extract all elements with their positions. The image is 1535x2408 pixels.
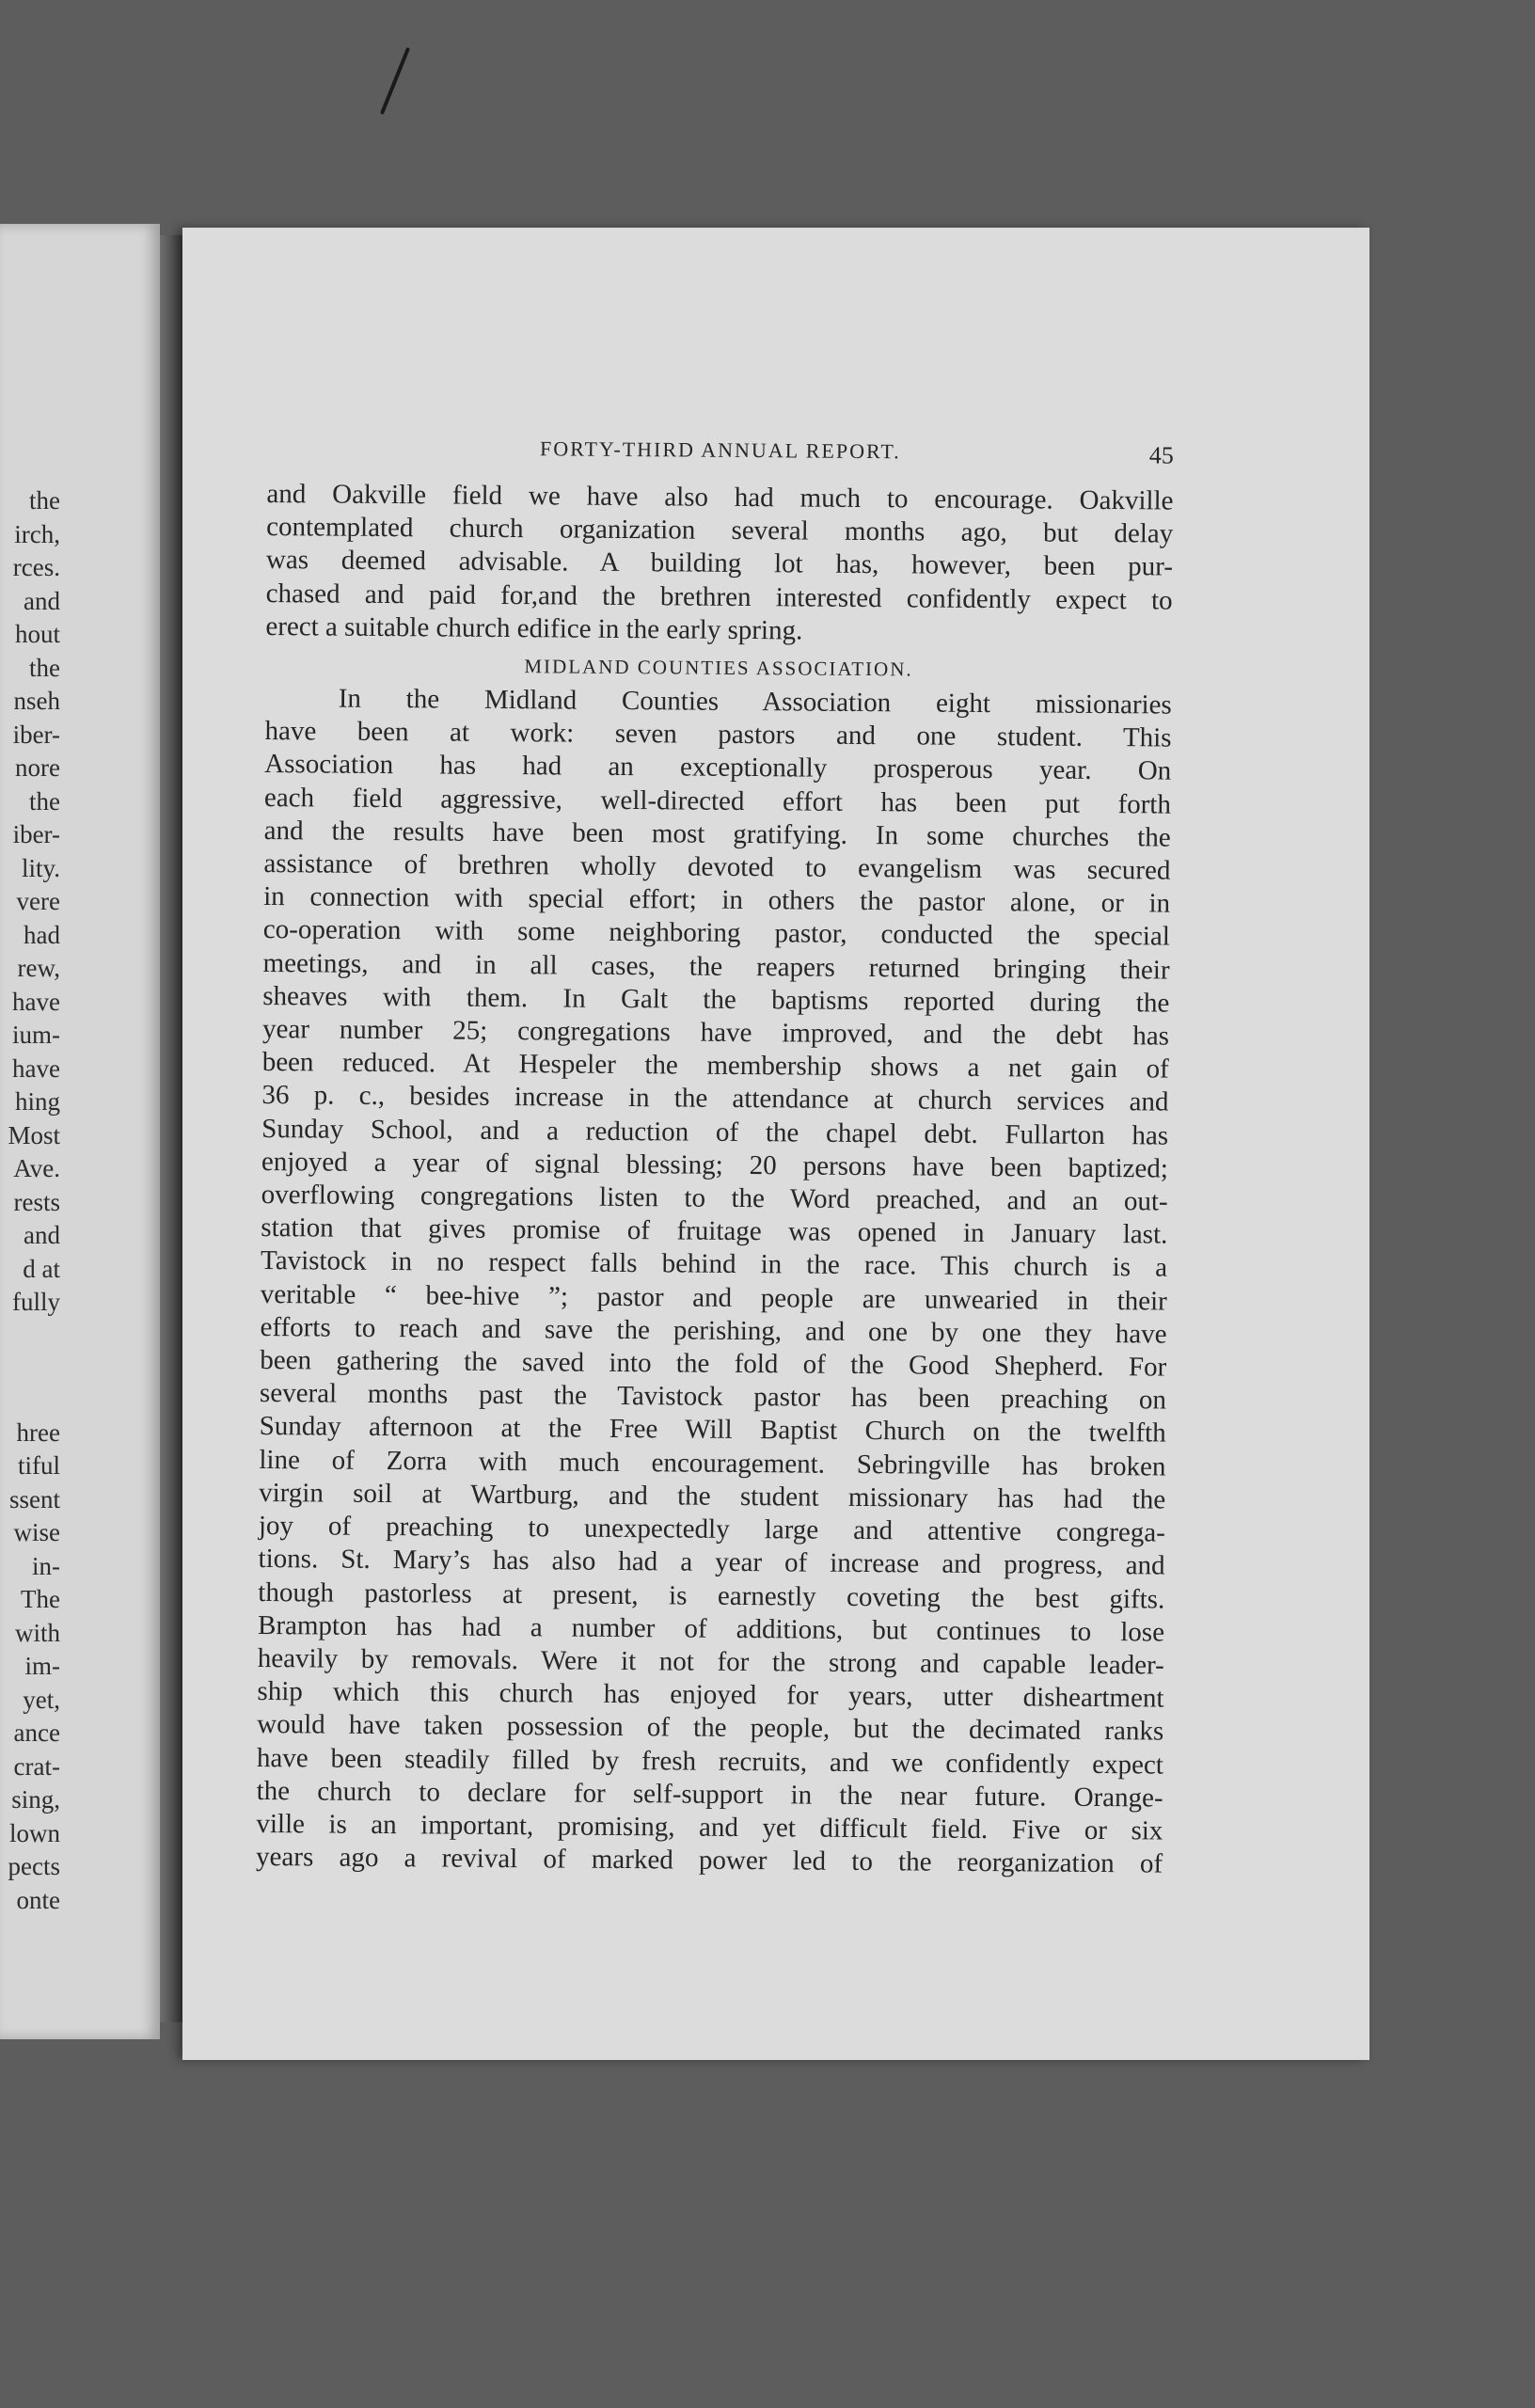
text-line: ville is an important, promising, and yet difficult field. Five or six — [256, 1808, 1163, 1846]
left-fragment: rests — [13, 1187, 60, 1216]
left-fragment: the — [29, 786, 60, 816]
text-line: though pastorless at present, is earnestly coveting the best gifts. — [258, 1576, 1165, 1615]
text-line: In the Midland Counties Association eight missionaries — [338, 683, 1172, 721]
right-page — [182, 228, 1369, 2060]
left-fragment: im- — [24, 1652, 60, 1680]
left-fragment: rces. — [12, 553, 60, 581]
text-line: virgin soil at Wartburg, and the student missionary has had the — [259, 1477, 1166, 1515]
paragraph-oakville — [265, 478, 1173, 651]
running-head — [267, 435, 1174, 485]
text-line: have been steadily filled by fresh recruits, and we confidently expect — [256, 1742, 1164, 1781]
left-fragment: hing — [14, 1087, 60, 1116]
left-fragment: hree — [16, 1418, 60, 1447]
text-line: 36 p. c., besides increase in the attendance at church services and — [261, 1080, 1169, 1118]
text-line: year number 25; congregations have improved, and the debt has — [261, 1014, 1170, 1052]
text-line: Sunday School, and a reduction of the chapel debt. Fullarton has — [261, 1113, 1169, 1151]
left-fragment: iber- — [12, 820, 60, 848]
text-line: heavily by removals. Were it not for the strong and capable leader- — [257, 1642, 1164, 1681]
left-fragment: pects — [8, 1852, 60, 1880]
left-fragment: ssent — [9, 1484, 60, 1513]
left-fragment: yet, — [23, 1685, 60, 1714]
left-fragment: lown — [9, 1818, 60, 1847]
left-fragment: sing, — [11, 1785, 60, 1814]
text-line: Sunday afternoon at the Free Will Baptist Church on the twelfth — [259, 1411, 1166, 1450]
left-fragment: in- — [32, 1551, 60, 1580]
left-fragment: ance — [13, 1719, 60, 1747]
text-line: Association has had an exceptionally prosperous year. On — [264, 749, 1172, 786]
left-fragment: had — [24, 920, 60, 949]
left-fragment: ium- — [12, 1021, 60, 1049]
left-fragment: nore — [15, 753, 60, 782]
left-fragment: The — [21, 1585, 60, 1613]
left-block-gap — [0, 1320, 60, 1417]
left-fragment: and — [24, 1221, 60, 1249]
text-line: been gathering the saved into the fold of the Good Shepherd. For — [260, 1345, 1167, 1383]
left-fragments-block-2 — [0, 1417, 60, 1918]
page-number: 45 — [1148, 441, 1174, 469]
left-fragment: onte — [16, 1885, 60, 1914]
text-line: would have taken possession of the people, but the decimated ranks — [257, 1709, 1164, 1747]
left-fragment: iber- — [12, 720, 60, 749]
left-fragment: nseh — [13, 687, 60, 715]
text-line: ship which this church has enjoyed for years, utter disheartment — [257, 1676, 1164, 1714]
text-line: each field aggressive, well-directed effort has been put forth — [263, 782, 1172, 820]
left-fragments-block-1 — [0, 484, 60, 1320]
left-fragment: d at — [23, 1254, 60, 1283]
text-line: assistance of brethren wholly devoted to evangelism was secured — [263, 848, 1171, 886]
text-line: station that gives promise of fruitage was opened in January last. — [261, 1212, 1168, 1250]
text-line: efforts to reach and save the perishing, and one by one they have — [260, 1311, 1167, 1350]
pen-mark — [380, 47, 410, 115]
text-line: meetings, and in all cases, the reapers returned bringing their — [262, 947, 1170, 986]
text-line: the church to declare for self-support in the near future. Orange- — [256, 1775, 1163, 1814]
left-fragment: and — [24, 586, 60, 615]
left-fragment: lity. — [21, 853, 60, 882]
text-line: line of Zorra with much encouragement. Sebringville has broken — [259, 1444, 1166, 1482]
left-fragment: Ave. — [13, 1154, 60, 1182]
left-fragment: with — [14, 1618, 60, 1647]
left-fragment: fully — [12, 1288, 60, 1316]
left-fragment: hout — [14, 620, 60, 648]
text-line: was deemed advisable. A building lot has, however, been pur- — [265, 545, 1174, 582]
text-line: Tavistock in no respect falls behind in the race. This church is a — [260, 1245, 1168, 1284]
left-fragment: irch, — [14, 519, 60, 548]
left-fragment: wise — [13, 1518, 60, 1546]
left-fragment: tiful — [18, 1451, 60, 1480]
page-content — [256, 435, 1174, 1881]
text-line: chased and paid for,and the brethren interested confidently expect to — [265, 578, 1173, 616]
text-line: have been at work: seven pastors and one student. This — [264, 716, 1172, 753]
paragraph-midland-counties — [256, 682, 1172, 1881]
left-fragment: the — [29, 486, 60, 515]
book-gutter — [160, 235, 182, 2022]
left-fragment: crat- — [13, 1751, 60, 1781]
left-fragment: have — [12, 987, 60, 1016]
section-heading: MIDLAND COUNTIES ASSOCIATION. — [524, 655, 913, 681]
text-line: erect a suitable church edifice in the early spring. — [265, 610, 803, 646]
text-line: Brampton has had a number of additions, but continues to lose — [257, 1609, 1165, 1648]
text-line: been reduced. At Hespeler the membership shows a net gain of — [261, 1047, 1169, 1085]
text-line: sheaves with them. In Galt the baptisms reported during the — [262, 980, 1170, 1019]
text-line: contemplated church organization several months ago, but delay — [266, 512, 1174, 549]
left-fragment: Most — [8, 1120, 60, 1149]
left-fragment: the — [29, 653, 60, 682]
left-page-text-fragments — [0, 484, 60, 1917]
left-fragment: vere — [16, 887, 60, 915]
left-fragment: rew, — [17, 954, 60, 982]
text-line: and Oakville field we have also had much to encourage. Oakville — [266, 478, 1174, 516]
text-line: in connection with special effort; in others the pastor alone, or in — [263, 881, 1171, 919]
text-line: co-operation with some neighboring pastor, conducted the special — [262, 914, 1170, 952]
text-line: veritable “ bee-hive ”; pastor and people are unwearied in their — [260, 1278, 1167, 1317]
left-fragment: have — [12, 1054, 60, 1083]
running-head-title: FORTY-THIRD ANNUAL REPORT. — [539, 436, 901, 464]
text-line: enjoyed a year of signal blessing; 20 persons have been baptized; — [261, 1146, 1169, 1184]
text-line: years ago a revival of marked power led to the reorganization of — [255, 1842, 1163, 1879]
text-line: several months past the Tavistock pastor has been preaching on — [259, 1378, 1167, 1416]
text-line: joy of preaching to unexpectedly large and attentive congrega- — [258, 1511, 1165, 1548]
text-line: overflowing congregations listen to the Word preached, and an out- — [261, 1180, 1168, 1217]
text-line: tions. St. Mary’s has also had a year of increase and progress, and — [258, 1544, 1165, 1581]
text-line: and the results have been most gratifying. In some churches the — [263, 815, 1171, 853]
